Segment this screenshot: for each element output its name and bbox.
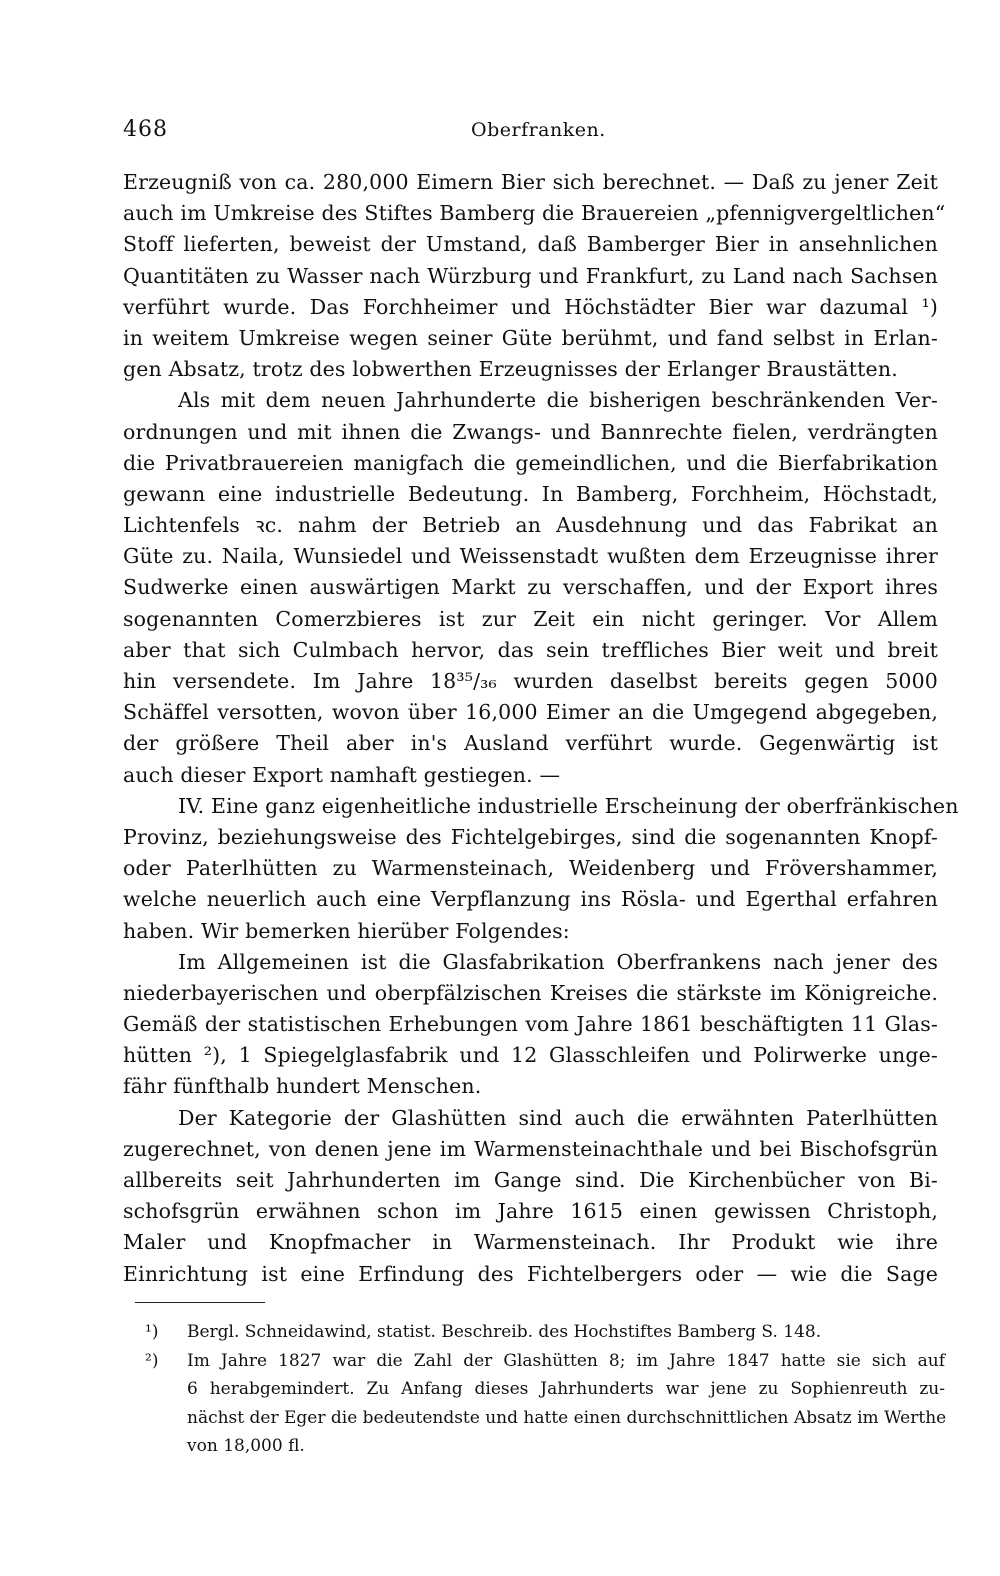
text-line: Schäffel versotten, wovon über 16,000 Eimer an die Umgegend abgegeben, xyxy=(123,700,938,725)
text-line: IV. Eine ganz eigenheitliche industrielle Erscheinung der oberfränkischen xyxy=(178,793,959,818)
main-text xyxy=(123,167,959,1290)
footnote-text: Bergl. Schneidawind, statist. Beschreib. des Hochstiftes Bamberg S. 148. xyxy=(187,1322,822,1342)
text-line: zugerechnet, von denen jene im Warmensteinachthale und bei Bischofsgrün xyxy=(123,1136,938,1161)
text-line: auch dieser Export namhaft gestiegen. — xyxy=(123,762,561,787)
footnote-marker: ²) xyxy=(145,1350,159,1371)
text-line: Güte zu. Naila, Wunsiedel und Weissenstadt wußten dem Erzeugnisse ihrer xyxy=(123,544,938,569)
page-number: 468 xyxy=(123,117,168,142)
footnote-text: Im Jahre 1827 war die Zahl der Glashütten 8; im Jahre 1847 hatte sie sich auf xyxy=(187,1350,945,1371)
text-line: Sudwerke einen auswärtigen Markt zu verschaffen, und der Export ihres xyxy=(123,575,938,600)
text-line: Einrichtung ist eine Erfindung des Fichtelbergers oder — wie die Sage xyxy=(123,1261,938,1286)
text-line: die Privatbrauereien manigfach die gemeindlichen, und die Bierfabrikation xyxy=(123,450,938,475)
footnote-marker: ¹) xyxy=(145,1322,159,1342)
text-line: haben. Wir bemerken hierüber Folgendes: xyxy=(123,918,570,943)
text-line: der größere Theil aber in's Ausland verführt wurde. Gegenwärtig ist xyxy=(123,731,938,756)
footnote-2 xyxy=(145,1347,945,1376)
text-line: Lichtenfels ꝛc. nahm der Betrieb an Ausdehnung und das Fabrikat an xyxy=(123,513,938,538)
text-line: Als mit dem neuen Jahrhunderte die bisherigen beschränkenden Ver- xyxy=(178,388,938,413)
text-line: oder Paterlhütten zu Warmensteinach, Weidenberg und Frövershammer, xyxy=(123,856,938,881)
text-line: verführt wurde. Das Forchheimer und Höchstädter Bier war dazumal ¹) xyxy=(123,294,938,319)
text-line: schofsgrün erwähnen schon im Jahre 1615 einen gewissen Christoph, xyxy=(123,1199,938,1224)
footnote-1 xyxy=(145,1318,945,1347)
text-line: Im Allgemeinen ist die Glasfabrikation Oberfrankens nach jener des xyxy=(178,949,938,974)
running-head: Oberfranken. xyxy=(471,119,606,141)
text-line: welche neuerlich auch eine Verpflanzung ins Rösla- und Egerthal erfahren xyxy=(123,887,938,912)
text-line: Maler und Knopfmacher in Warmensteinach. Ihr Produkt wie ihre xyxy=(123,1230,938,1255)
text-line: Der Kategorie der Glashütten sind auch die erwähnten Paterlhütten xyxy=(178,1105,938,1130)
footnote-divider xyxy=(135,1302,265,1303)
text-line: in weitem Umkreise wegen seiner Güte berühmt, und fand selbst in Erlan- xyxy=(123,325,938,350)
text-line: Quantitäten zu Wasser nach Würzburg und Frankfurt, zu Land nach Sachsen xyxy=(123,263,938,288)
footnote-line: nächst der Eger die bedeutendste und hatte einen durchschnittlichen Absatz im Werthe xyxy=(187,1407,947,1428)
text-line: gewann eine industrielle Bedeutung. In Bamberg, Forchheim, Höchstadt, xyxy=(123,481,938,506)
text-line: Gemäß der statistischen Erhebungen vom Jahre 1861 beschäftigten 11 Glas- xyxy=(123,1012,938,1037)
text-line: fähr fünfthalb hundert Menschen. xyxy=(123,1074,482,1099)
footnote-line: von 18,000 fl. xyxy=(187,1436,305,1456)
text-line: gen Absatz, trotz des lobwerthen Erzeugnisses der Erlanger Braustätten. xyxy=(123,357,898,382)
text-line: allbereits seit Jahrhunderten im Gange sind. Die Kirchenbücher von Bi- xyxy=(123,1168,938,1192)
text-line: sogenannten Comerzbieres ist zur Zeit ein nicht geringer. Vor Allem xyxy=(123,606,938,631)
footnote-line: 6 herabgemindert. Zu Anfang dieses Jahrhunderts war jene zu Sophienreuth zu- xyxy=(187,1379,945,1399)
text-line: Erzeugniß von ca. 280,000 Eimern Bier sich berechnet. — Daß zu jener Zeit xyxy=(123,170,938,194)
text-line: auch im Umkreise des Stiftes Bamberg die Brauereien „pfennigvergeltlichen“ xyxy=(123,201,946,226)
page-header xyxy=(123,117,943,147)
text-line: ordnungen und mit ihnen die Zwangs- und Bannrechte fielen, verdrängten xyxy=(123,419,938,444)
text-line: aber that sich Culmbach hervor, das sein treffliches Bier weit und breit xyxy=(123,637,938,662)
text-line: hin versendete. Im Jahre 18³⁵/₃₆ wurden daselbst bereits gegen 5000 xyxy=(123,669,938,693)
footnotes xyxy=(145,1318,945,1461)
text-line: niederbayerischen und oberpfälzischen Kreises die stärkste im Königreiche. xyxy=(123,980,938,1005)
text-line: hütten ²), 1 Spiegelglasfabrik und 12 Glasschleifen und Polirwerke unge- xyxy=(123,1043,938,1068)
text-line: Stoff lieferten, beweist der Umstand, daß Bamberger Bier in ansehnlichen xyxy=(123,232,938,257)
text-line: Provinz, beziehungsweise des Fichtelgebirges, sind die sogenannten Knopf- xyxy=(123,824,938,849)
